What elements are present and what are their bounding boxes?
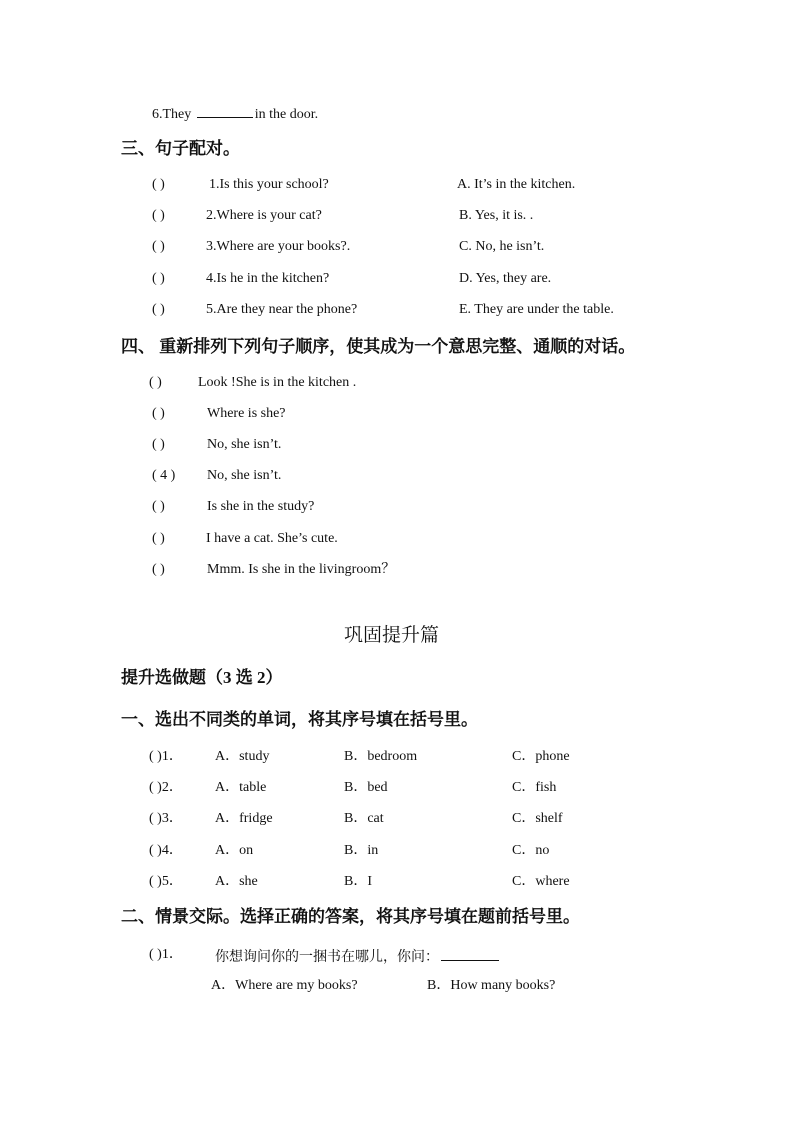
dialogue-line: Look !She is in the kitchen . bbox=[198, 375, 357, 390]
dialogue-line: Is she in the study? bbox=[207, 499, 315, 514]
option-a: A．table bbox=[215, 780, 267, 795]
bracket-blank[interactable]: ( ) bbox=[152, 208, 165, 223]
answer-blank[interactable] bbox=[197, 103, 253, 118]
section-2-heading: 二、情景交际。选择正确的答案，将其序号填在题前括号里。 bbox=[121, 907, 580, 926]
answer-blank[interactable] bbox=[441, 946, 499, 961]
part-title: 巩固提升篇 bbox=[344, 625, 440, 646]
bracket-blank[interactable]: ( ) bbox=[152, 406, 165, 421]
question-number[interactable]: ( )1． bbox=[149, 947, 183, 962]
dialogue-line: I have a cat. She’s cute. bbox=[206, 531, 338, 546]
bracket-blank[interactable]: ( ) bbox=[152, 531, 165, 546]
option-b: B．I bbox=[344, 874, 372, 889]
option-b: B．How many books? bbox=[427, 978, 556, 993]
option-b: B．cat bbox=[344, 811, 384, 826]
option-c: C．shelf bbox=[512, 811, 563, 826]
match-answer: D. Yes, they are. bbox=[459, 271, 552, 286]
option-c: C．no bbox=[512, 843, 550, 858]
option-a: A．study bbox=[215, 749, 270, 764]
section-4-heading: 四、 重新排列下列句子顺序，使其成为一个意思完整、通顺的对话。 bbox=[121, 337, 636, 356]
question-number[interactable]: ( )5． bbox=[149, 874, 183, 889]
bracket-blank[interactable]: ( ) bbox=[152, 177, 165, 192]
situation-text: 你想询问你的一捆书在哪儿，你问： bbox=[215, 950, 439, 965]
option-a: A．fridge bbox=[215, 811, 273, 826]
match-answer: E. They are under the table. bbox=[459, 302, 614, 317]
bracket-blank[interactable]: ( 4 ) bbox=[152, 468, 176, 483]
option-c: C．where bbox=[512, 874, 570, 889]
dialogue-line: No, she isn’t. bbox=[207, 468, 282, 483]
question-6-suffix: in the door. bbox=[254, 107, 319, 122]
situation-question bbox=[215, 946, 499, 967]
bracket-blank[interactable]: ( ) bbox=[152, 271, 165, 286]
option-a: A．she bbox=[215, 874, 258, 889]
match-question: 4.Is he in the kitchen? bbox=[206, 271, 330, 286]
question-number[interactable]: ( )1． bbox=[149, 749, 183, 764]
question-number[interactable]: ( )4． bbox=[149, 843, 183, 858]
match-answer: B. Yes, it is. . bbox=[459, 208, 534, 223]
option-b: B．in bbox=[344, 843, 379, 858]
question-number[interactable]: ( )3． bbox=[149, 811, 183, 826]
dialogue-line: Mmm. Is she in the livingroom？ bbox=[207, 562, 396, 577]
option-b: B．bed bbox=[344, 780, 388, 795]
bracket-blank[interactable]: ( ) bbox=[152, 239, 165, 254]
option-b: B．bedroom bbox=[344, 749, 418, 764]
question-number[interactable]: ( )2． bbox=[149, 780, 183, 795]
bracket-blank[interactable]: ( ) bbox=[152, 499, 165, 514]
bracket-blank[interactable]: ( ) bbox=[152, 302, 165, 317]
option-c: C．phone bbox=[512, 749, 570, 764]
dialogue-line: No, she isn’t. bbox=[207, 437, 282, 452]
bracket-blank[interactable]: ( ) bbox=[152, 562, 165, 577]
match-answer: C. No, he isn’t. bbox=[459, 239, 545, 254]
bracket-blank[interactable]: ( ) bbox=[149, 375, 162, 390]
question-6 bbox=[152, 103, 318, 124]
match-question: 1.Is this your school? bbox=[209, 177, 329, 192]
match-question: 3.Where are your books?. bbox=[206, 239, 351, 254]
option-a: A．Where are my books? bbox=[211, 978, 358, 993]
match-question: 5.Are they near the phone? bbox=[206, 302, 358, 317]
sub-title: 提升选做题（3 选 2） bbox=[121, 668, 283, 687]
section-1-heading: 一、选出不同类的单词，将其序号填在括号里。 bbox=[121, 710, 478, 729]
section-3-heading: 三、句子配对。 bbox=[121, 139, 240, 158]
dialogue-line: Where is she? bbox=[207, 406, 286, 421]
question-6-prefix: 6.They bbox=[152, 107, 192, 122]
match-question: 2.Where is your cat? bbox=[206, 208, 322, 223]
match-answer: A. It’s in the kitchen. bbox=[457, 177, 576, 192]
bracket-blank[interactable]: ( ) bbox=[152, 437, 165, 452]
option-c: C．fish bbox=[512, 780, 557, 795]
option-a: A．on bbox=[215, 843, 254, 858]
